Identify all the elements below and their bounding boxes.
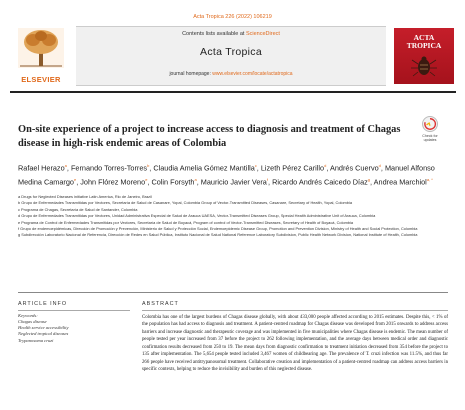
- author-separator: ,: [66, 163, 71, 173]
- author-name[interactable]: Rafael Herazo: [18, 163, 65, 173]
- author-affiliation-marker[interactable]: a: [64, 163, 67, 168]
- journal-homepage: [76, 71, 386, 77]
- author-affiliation-marker[interactable]: a, *: [426, 176, 433, 182]
- keyword-item[interactable]: Trypanosoma cruzi: [18, 337, 54, 343]
- keyword-item[interactable]: Health service accessibility: [18, 325, 69, 331]
- check-for-updates[interactable]: [418, 116, 442, 146]
- article-info-heading: ARTICLE INFO: [18, 301, 68, 307]
- author-affiliation-marker[interactable]: e: [145, 176, 148, 182]
- elsevier-wordmark: ELSEVIER: [21, 75, 61, 84]
- affiliation-item: b Grupo de Enfermedades Transmitidas por Vectores, Secretaría de Salud de Casanare, Yopal, Colombia Group of Vector-Transmitted Diseases, Casanare, Secretary of Health, Yopal, Colombia: [18, 200, 352, 206]
- affiliation-item: f Grupo de endemoepidémicas, Dirección de Promoción y Prevención, Ministerio de Salud y Protección Social, Endemoepidemic Disease Group, Promotion and Prevention Division, Ministry of Health and Social Protection, Colombia: [18, 226, 418, 232]
- author-name[interactable]: Andrés Cuervo: [329, 163, 379, 173]
- cover-title-line1: ACTA: [413, 33, 435, 42]
- affiliation-list: [18, 194, 448, 239]
- author-separator: ,: [380, 163, 385, 173]
- author-separator: ,: [370, 177, 374, 187]
- author-affiliation-marker[interactable]: d: [378, 163, 381, 168]
- author-affiliation-marker[interactable]: a: [194, 176, 197, 182]
- author-name[interactable]: Fernando Torres-Torres: [70, 163, 148, 173]
- author-separator: ,: [76, 177, 81, 187]
- journal-cover-image[interactable]: [394, 28, 454, 84]
- section-rule: [18, 292, 448, 293]
- author-separator: ,: [268, 177, 273, 187]
- journal-banner: [76, 26, 386, 86]
- author-separator: ,: [326, 163, 330, 173]
- journal-masthead: [10, 26, 456, 88]
- author-affiliation-marker[interactable]: c: [254, 163, 257, 168]
- author-affiliation-marker[interactable]: e: [73, 176, 77, 182]
- abstract-rule: [142, 310, 448, 311]
- check-updates-label: [418, 134, 442, 142]
- affiliation-item: e Programa de Control de Enfermedades Transmitidas por Vectores, Secretaría de Salud de Boyacá, Program of control of Vector-Transmitted Diseases, Secretary of Health of Boyacá, Colombia: [18, 219, 354, 225]
- keyword-item[interactable]: Neglected tropical diseases: [18, 331, 69, 337]
- elsevier-logo[interactable]: [10, 26, 72, 86]
- affiliation-item: d Grupo de Enfermedades Transmitidas por Vectores, Unidad Administrativa Especial de Salud de Arauca UAESA, Vector-Transmitted Diseases Group, Special Health Administrative Unit of Arauca, Colombia: [18, 213, 376, 219]
- abstract-heading: ABSTRACT: [142, 301, 179, 307]
- affiliation-item: g Subdirección Laboratorio Nacional de Referencia, Dirección de Redes en Salud Pública, Instituto Nacional de Salud National Reference Laboratory Subdivision, Public Health Network Division, National Institute of Health, Colombia: [18, 232, 418, 238]
- author-separator: ,: [147, 177, 152, 187]
- check-updates-line2: updates: [423, 138, 437, 142]
- author-affiliation-marker[interactable]: g: [367, 176, 371, 182]
- author-name[interactable]: Ricardo Andrés Caicedo Díaz: [272, 177, 368, 187]
- affiliation-item: c Programa de Chagas, Secretaría de Salud de Santander, Colombia: [18, 206, 138, 212]
- journal-citation[interactable]: Acta Tropica 226 (2022) 106219: [193, 14, 272, 20]
- author-name[interactable]: Manuel Alfonso Medina Camargo: [18, 163, 435, 187]
- contents-available: [76, 31, 386, 37]
- author-name[interactable]: Andrea Marchiol: [373, 177, 427, 187]
- contents-text: Contents lists available at: [182, 31, 246, 37]
- sciencedirect-link[interactable]: ScienceDirect: [245, 31, 280, 37]
- author-affiliation-marker[interactable]: b: [147, 163, 150, 168]
- cover-title-line2: TROPICA: [406, 41, 442, 50]
- masthead-rule: [10, 91, 456, 93]
- keywords-list: [18, 319, 130, 344]
- author-affiliation-marker[interactable]: d: [324, 163, 327, 168]
- keyword-item[interactable]: Chagas disease: [18, 319, 47, 324]
- homepage-link[interactable]: www.elsevier.com/locate/actatropica: [212, 71, 293, 77]
- author-affiliation-marker[interactable]: f: [266, 176, 268, 182]
- elsevier-tree-icon: [18, 28, 64, 68]
- refresh-icon: [423, 117, 437, 131]
- author-separator: ,: [196, 177, 201, 187]
- author-separator: ,: [149, 163, 154, 173]
- author-separator: ,: [256, 163, 261, 173]
- check-updates-icon: [422, 116, 438, 132]
- check-updates-line1: Check for: [422, 134, 438, 138]
- author-list: [18, 160, 448, 187]
- author-name[interactable]: Lizeth Pérez Carillo: [260, 163, 325, 173]
- keywords-label: Keywords:: [18, 313, 38, 318]
- author-name[interactable]: Claudia Amelia Gómez Mantilla: [153, 163, 255, 173]
- author-name[interactable]: Mauricio Javier Vera: [200, 177, 267, 187]
- article-info-rule: [18, 310, 130, 311]
- journal-title[interactable]: Acta Tropica: [200, 46, 262, 58]
- cover-title: [394, 34, 454, 50]
- homepage-label: journal homepage:: [169, 71, 213, 77]
- affiliation-item: a Drugs for Neglected Diseases initiative Latin America, Rio de Janeiro, Brazil: [18, 194, 152, 199]
- author-name[interactable]: Colin Forsyth: [151, 177, 195, 187]
- author-name[interactable]: John Flórez Moreno: [80, 177, 146, 187]
- article-title: On-site experience of a project to increase access to diagnosis and treatment of Chagas disease in high-risk endemic areas of Colombia: [18, 124, 401, 149]
- abstract-text: Colombia has one of the largest burdens of Chagas disease globally, with about 433,000 people affected according to 2015 estimates. Despite this, < 1% of the population has had access to diagnosis and treatment. A patient-centred roadmap for Chagas disease was developed from 2015 onwards to address access barriers and increase diagnostic and therapeutic coverage and was implemented in five municipalities where Chagas disease is endemic. The mean number of people tested per year increased from 37 before the project to 262 following implementation, and the average days between medical order and diagnostic confirmation results decreased from 250 to 19. The mean days from diagnostic confirmation to treatment initiation decreased from 354 before the project to 135 after implementation. The 5,654 people tested included 3,467 women of childbearing age. The prevalence of T. cruzi infection was 11.5%, and thus far 266 people have received antitrypanosomal treatment. Collaborative creation and implementation of a patient-centred roadmap can address access barriers in specific contexts, helping to reduce the invisibility and burden of this neglected disease.: [142, 315, 448, 373]
- bug-icon: [411, 55, 437, 77]
